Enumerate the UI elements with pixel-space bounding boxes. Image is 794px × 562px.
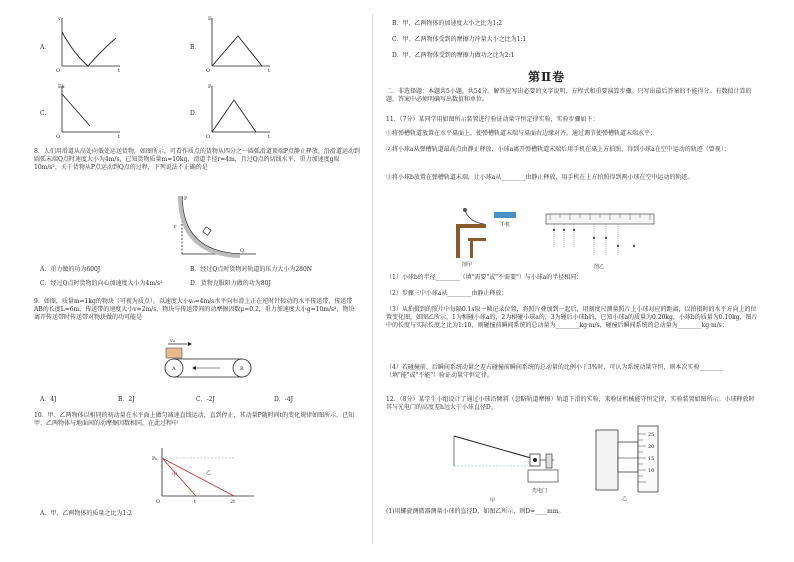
graph-d-origin: O bbox=[206, 134, 211, 140]
q12-sub1: (1)用螺旋测微器测量小球的直径D，如图乙所示，则D=____mm。 bbox=[386, 508, 565, 515]
q9-text: 9．如图，质量m=1kg的物块（可视为质点），以速度大小v₀=4m/s水平向右滑上正在逆时针转动的水平传送带，传送带AB的长度L=6m，传送带的速度大小v=2m/s，物块与传送带间的动摩擦因数μ=0.2，重力加速度大小g=10m/s²，物块离开传送带时传送带对物块做的功可能是 bbox=[34, 298, 355, 321]
q9-conveyor-figure bbox=[150, 336, 260, 386]
option-a-label: A． bbox=[40, 44, 51, 51]
graph-c-origin: O bbox=[56, 134, 61, 140]
q8-fig-q: Q bbox=[240, 248, 245, 254]
q10-fig-yi: 乙 bbox=[206, 470, 212, 476]
q11-fig-yi: 图乙 bbox=[594, 264, 605, 270]
q11-fig-jia: 图甲 bbox=[462, 262, 473, 268]
option-b-label: B． bbox=[190, 44, 201, 51]
q8-text: 8．人们用滑道从高处向低处运送货物，如图所示，可看作质点的货物从四分之一圆弧滑道顶端P点静止释放，沿滑道运动到圆弧末端Q点时速度大小为4m/s，已知货物质量m=10kg，滑道半径r=4m，且过Q点的切线水平，重力加速度g取10m/s²，关于货物从P点运动到Q点的过程，下列说法不正确的是 bbox=[34, 148, 360, 171]
q11-sub3: （3）从拍摄到的照片中每隔0.1s取一帧记录位置，将照片叠加到一起后，用刻度尺测量照片上小球对应的距离，以拍摄时的水平方向上的位置变化图，如图乙所示，1为相碰小球a的，2为相碰小球a的，3为碰后小球b的，已知小球a的质量为0.20kg，小球b的质量为0.10kg，图片中的长度与实际长度之比为1:10，则碰撞前瞬间系统的总动量为________kg·m/s，碰撞后瞬间系统的总动量为________kg·m/s； bbox=[386, 306, 758, 329]
q10-fig-jia: 甲 bbox=[172, 472, 178, 478]
q8-slide-figure bbox=[168, 192, 260, 262]
q11-sub1: （1）小球b的半径________（填"需要"或"不需要"）与小球a的半径相同； bbox=[386, 274, 583, 281]
graph-c-ek-t bbox=[54, 82, 124, 142]
q11-text: 11．（7分）某同学用如图所示装置进行验证动量守恒定律实验，实验步骤如下： bbox=[386, 116, 599, 123]
graph-b-origin: O bbox=[206, 68, 211, 74]
graph-c-xlabel: t bbox=[118, 134, 121, 140]
q10-fig-o: O bbox=[156, 499, 161, 505]
q10-option-d: D．甲、乙两物体受到的摩擦力做功之比为2:1 bbox=[392, 52, 515, 59]
q8-fig-r: r bbox=[174, 224, 177, 230]
q11-figure-jia bbox=[450, 204, 530, 266]
q9-option-b: B．2J bbox=[118, 396, 135, 403]
graph-d-xlabel: t bbox=[268, 134, 271, 140]
micrometer-label-10: 10 bbox=[648, 468, 655, 474]
option-d-label: D． bbox=[190, 110, 201, 117]
q12-figure-yi-micrometer bbox=[592, 424, 692, 500]
q12-fig-yi: 乙 bbox=[622, 496, 628, 502]
q9-option-a: A．4J bbox=[40, 396, 57, 403]
q12-figure-jia bbox=[450, 424, 560, 502]
q8-option-b: B．经过Q点时货物对轨道的压力大小为280N bbox=[190, 266, 313, 273]
q11-fig-phone: 手机 bbox=[500, 222, 511, 228]
q12-text: 12．（8分）某学生小组设计了通过小球沿倾斜（忽略轨道摩擦）轨道下滑的实验，来验证机械能守恒定律，实验装置如图所示。小球释放时其与光电门的高度差h远大于小球直径D。 bbox=[386, 396, 755, 411]
micrometer-label-15: 15 bbox=[648, 456, 655, 462]
graph-a-ylabel: v bbox=[58, 16, 61, 22]
micrometer-label-20: 20 bbox=[648, 444, 655, 450]
micrometer-label-25: 25 bbox=[648, 432, 655, 438]
q11-step2: ②将小球a从弹槽轨道最高点由静止释放，小球a离开弹槽轨道末端后用手机在桌上方拍照，得到小球a在空中运动的轨迹（曾视）； bbox=[386, 146, 730, 153]
q10-option-b: B．甲、乙两物体的加速度大小之比为1:2 bbox=[392, 20, 503, 27]
q9-fig-b: B bbox=[240, 366, 244, 372]
q10-option-a: A．甲、乙两物体的质量之比为1:2 bbox=[40, 510, 132, 517]
q12-fig-jia: 甲 bbox=[490, 498, 496, 504]
graph-a-xlabel: t bbox=[118, 68, 121, 74]
q9-fig-v0: v₀ bbox=[170, 338, 175, 344]
q10-fig-t: t bbox=[194, 499, 197, 505]
q8-option-c: C．经过Q点时货物的向心加速度大小为4m/s² bbox=[40, 280, 163, 287]
section-intro: 二．非选择题：本题共5小题，共54分。解答应写出必要的文字说明、方程式和重要演算步骤。只写出最后答案的不能得分。有数值计算的题，答案中必须明确写出数值和单位。 bbox=[386, 88, 752, 103]
graph-d-ylabel: P bbox=[208, 84, 212, 90]
q8-fig-p: P bbox=[184, 196, 188, 202]
graph-d-p-t bbox=[204, 82, 274, 142]
graph-b-e-t bbox=[204, 14, 274, 76]
q11-step3: ③将小球b放置在弹槽轨道末端，让小球a从________由静止释放，用手机在上方拍照得到两小球在空中运动的轨迹。 bbox=[386, 174, 694, 181]
q11-sub4: （4）若碰撞前、后瞬间系统动量之差占碰撞前瞬间系统的总动量的比例小于3%时，可认为系统动量守恒，则本次实验________（填"能"或"不能"）验证动量守恒定律。 bbox=[386, 364, 724, 379]
q10-momentum-figure bbox=[150, 446, 260, 506]
q11-step1: ①将弹槽轨道放置在水平桌面上，使弹槽轨道末端与桌面右边缘对齐，通过调节使弹槽轨道末端水平； bbox=[386, 130, 657, 137]
q10-fig-p0: P₀ bbox=[152, 456, 158, 462]
graph-b-xlabel: t bbox=[268, 68, 271, 74]
q8-option-d: D．货物克服阻力做的功为80J bbox=[190, 280, 271, 287]
q8-option-a: A．重力做的功为600J bbox=[40, 266, 101, 273]
q10-fig-2t: 2t bbox=[230, 499, 236, 505]
graph-a-v-t bbox=[54, 14, 124, 76]
q9-fig-a: A bbox=[172, 366, 176, 372]
section-title: 第Ⅱ卷 bbox=[528, 70, 566, 84]
q11-figure-yi-ruler bbox=[540, 208, 658, 270]
graph-a-origin: O bbox=[56, 68, 61, 74]
q9-option-c: C．-2J bbox=[196, 396, 215, 403]
option-c-label: C． bbox=[40, 110, 51, 117]
graph-c-ylabel: Ek bbox=[58, 84, 65, 90]
q12-fig-gate: 光电门 bbox=[532, 488, 548, 494]
q10-option-c: C．甲、乙两物体受到的摩擦力冲量大小之比为1:1 bbox=[392, 36, 527, 43]
graph-b-ylabel: E bbox=[208, 16, 212, 22]
q10-text: 10．甲、乙两物体以相同的初动量在水平面上做匀减速直线运动，直到停止，其动量P随时间t的变化规律如图所示，已知甲、乙两物体与地面间的动摩擦因数相同，在此过程中 bbox=[34, 412, 355, 427]
q11-sub2: （2）步骤三中小球a从________由静止释放； bbox=[386, 290, 508, 297]
q9-option-d: D．-4J bbox=[274, 396, 294, 403]
column-divider bbox=[372, 14, 373, 544]
